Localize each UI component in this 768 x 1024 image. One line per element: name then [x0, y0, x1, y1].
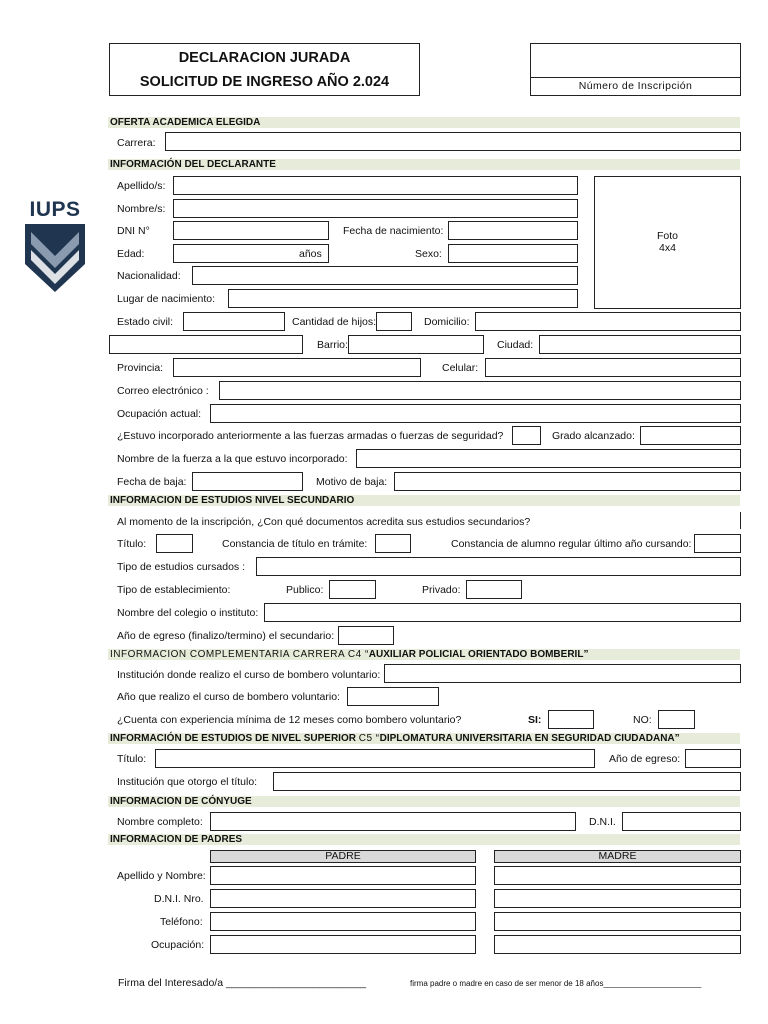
motivo-baja-input[interactable]: [394, 472, 741, 491]
fecha-baja-input[interactable]: [192, 472, 303, 491]
dni-label: DNI N°: [117, 225, 150, 237]
provincia-input[interactable]: [173, 358, 421, 377]
nacionalidad-input[interactable]: [192, 266, 578, 285]
grado-input[interactable]: [640, 426, 741, 445]
barrio-input[interactable]: [348, 335, 484, 354]
iups-logo: [22, 198, 88, 296]
anio-bombero-label: Año que realizo el curso de bombero voluntario:: [117, 691, 340, 703]
form-title-box: [109, 43, 420, 96]
privado-checkbox[interactable]: [466, 580, 522, 599]
inscription-number-label: Número de Inscripción: [578, 80, 693, 92]
correo-input[interactable]: [219, 381, 741, 400]
sexo-input[interactable]: [448, 244, 578, 263]
grado-label: Grado alcanzado:: [552, 430, 635, 442]
colegio-label: Nombre del colegio o instituto:: [117, 607, 259, 619]
barrio-label: Barrio:: [317, 339, 348, 351]
logo-text: IUPS: [29, 198, 81, 221]
domicilio-label: Domicilio:: [424, 316, 470, 328]
anio-egreso-secundario-input[interactable]: [338, 626, 394, 645]
madre-apellido-nombre-input[interactable]: [494, 866, 741, 885]
domicilio-input[interactable]: [475, 312, 741, 331]
correo-label: Correo electrónico :: [117, 385, 209, 397]
madre-column-header: MADRE: [494, 850, 741, 863]
section-secundario: INFORMACION DE ESTUDIOS NIVEL SECUNDARIO: [108, 495, 740, 506]
section-oferta: OFERTA ACADEMICA ELEGIDA: [108, 117, 740, 128]
ocupacion-input[interactable]: [210, 404, 741, 423]
section-complementaria-suffix: ”: [583, 649, 589, 660]
shield-icon: [25, 224, 85, 294]
institucion-bombero-label: Institución donde realizo el curso de bombero voluntario:: [117, 669, 381, 681]
privado-label: Privado:: [422, 584, 461, 596]
padre-column-header: PADRE: [210, 850, 476, 863]
section-superior: [108, 733, 740, 744]
photo-box[interactable]: [594, 176, 741, 309]
dni-conyuge-input[interactable]: [622, 812, 741, 831]
section-complementaria: [108, 649, 740, 660]
anio-bombero-input[interactable]: [347, 687, 439, 706]
section-complementaria-title: AUXILIAR POLICIAL ORIENTADO BOMBERIL: [368, 649, 584, 660]
edad-input[interactable]: [173, 244, 329, 263]
apellidos-label: Apellido/s:: [117, 180, 166, 192]
no-label: NO:: [633, 714, 652, 726]
nombre-fuerza-input[interactable]: [356, 449, 741, 468]
fuerzas-input[interactable]: [512, 426, 541, 445]
padre-dni-input[interactable]: [210, 889, 476, 908]
acredita-question: Al momento de la inscripción, ¿Con qué documentos acredita sus estudios secundarios?: [117, 516, 531, 528]
section-superior-code: C5 “: [358, 733, 380, 744]
form-title-line2: SOLICITUD DE INGRESO AÑO 2.024: [139, 74, 390, 90]
ciudad-input[interactable]: [539, 335, 741, 354]
apellidos-input[interactable]: [173, 176, 578, 195]
dni-input[interactable]: [173, 221, 329, 240]
ocupacion-padres-label: Ocupación:: [151, 939, 205, 951]
provincia-label: Provincia:: [117, 362, 164, 374]
tipo-estudios-input[interactable]: [256, 557, 741, 576]
publico-label: Publico:: [286, 584, 324, 596]
inscription-number-box[interactable]: [530, 43, 741, 96]
section-conyuge: INFORMACION DE CÓNYUGE: [108, 796, 740, 807]
section-superior-suffix: ”: [674, 733, 680, 744]
fecha-baja-label: Fecha de baja:: [117, 476, 187, 488]
apellido-nombre-label: Apellido y Nombre:: [117, 870, 206, 882]
constancia-alumno-checkbox[interactable]: [694, 534, 741, 553]
celular-input[interactable]: [485, 358, 741, 377]
carrera-label: Carrera:: [117, 137, 156, 149]
ciudad-label: Ciudad:: [497, 339, 534, 351]
nombre-conyuge-label: Nombre completo:: [117, 816, 203, 828]
constancia-alumno-label: Constancia de alumno regular último año cursando:: [451, 538, 692, 550]
titulo-superior-label: Título:: [117, 753, 147, 765]
anio-egreso-secundario-label: Año de egreso (finalizo/termino) el secundario:: [117, 630, 335, 642]
estado-civil-input[interactable]: [183, 312, 285, 331]
sexo-label: Sexo:: [415, 248, 442, 260]
constancia-tramite-label: Constancia de título en trámite:: [222, 538, 368, 550]
nacionalidad-label: Nacionalidad:: [117, 270, 181, 282]
anio-egreso-superior-input[interactable]: [685, 749, 741, 768]
institucion-titulo-input[interactable]: [273, 772, 741, 791]
estado-civil-label: Estado civil:: [117, 316, 174, 328]
nombre-fuerza-label: Nombre de la fuerza a la que estuvo incorporado:: [117, 453, 348, 465]
nombres-input[interactable]: [173, 199, 578, 218]
fuerzas-question: ¿Estuvo incorporado anteriormente a las fuerzas armadas o fuerzas de seguridad?: [117, 430, 504, 442]
lugar-nacimiento-input[interactable]: [228, 289, 578, 308]
anio-egreso-superior-label: Año de egreso:: [609, 753, 681, 765]
no-checkbox[interactable]: [658, 710, 695, 729]
padre-ocupacion-input[interactable]: [210, 935, 476, 954]
si-checkbox[interactable]: [548, 710, 594, 729]
dni-conyuge-label: D.N.I.: [589, 816, 616, 828]
celular-label: Celular:: [442, 362, 479, 374]
ocupacion-label: Ocupación actual:: [117, 408, 202, 420]
section-complementaria-prefix: INFORMACION COMPLEMENTARIA CARRERA C4 “: [110, 649, 369, 660]
madre-telefono-input[interactable]: [494, 912, 741, 931]
fecha-nacimiento-label: Fecha de nacimiento:: [343, 225, 444, 237]
section-declarante: INFORMACIÓN DEL DECLARANTE: [108, 159, 740, 170]
publico-checkbox[interactable]: [329, 580, 376, 599]
firma-padre-madre-line: firma padre o madre en caso de ser menor de 18 años______________________: [410, 979, 702, 988]
padre-telefono-input[interactable]: [210, 912, 476, 931]
madre-dni-input[interactable]: [494, 889, 741, 908]
fecha-nacimiento-input[interactable]: [448, 221, 578, 240]
nombres-label: Nombre/s:: [117, 203, 166, 215]
colegio-input[interactable]: [264, 603, 741, 622]
firma-interesado-line: Firma del Interesado/a ________________________: [118, 977, 367, 989]
section-superior-prefix: INFORMACIÓN DE ESTUDIOS DE NIVEL SUPERIOR: [110, 733, 359, 744]
padre-apellido-nombre-input[interactable]: [210, 866, 476, 885]
edad-label: Edad:: [117, 248, 145, 260]
titulo-label: Título:: [117, 538, 147, 550]
titulo-superior-input[interactable]: [155, 749, 595, 768]
form-title-line1: DECLARACION JURADA: [178, 50, 351, 66]
tipo-establecimiento-label: Tipo de establecimiento:: [117, 584, 231, 596]
dni-nro-label: D.N.I. Nro.: [154, 893, 204, 905]
si-label: SI:: [528, 714, 542, 726]
anios-label: años: [299, 248, 322, 260]
institucion-bombero-input[interactable]: [384, 664, 741, 683]
telefono-label: Teléfono:: [160, 916, 203, 928]
madre-ocupacion-input[interactable]: [494, 935, 741, 954]
photo-label: Foto: [656, 230, 678, 242]
section-padres: INFORMACION DE PADRES: [108, 834, 740, 845]
hijos-input[interactable]: [376, 312, 412, 331]
institucion-titulo-label: Institución que otorgo el título:: [117, 776, 258, 788]
experiencia-question: ¿Cuenta con experiencia mínima de 12 meses como bombero voluntario?: [117, 714, 462, 726]
constancia-tramite-checkbox[interactable]: [375, 534, 411, 553]
hijos-label: Cantidad de hijos:: [292, 316, 377, 328]
motivo-baja-label: Motivo de baja:: [316, 476, 388, 488]
carrera-input[interactable]: [165, 132, 741, 151]
nombre-conyuge-input[interactable]: [210, 812, 576, 831]
tipo-estudios-label: Tipo de estudios cursados :: [117, 561, 246, 573]
lugar-nacimiento-label: Lugar de nacimiento:: [117, 293, 216, 305]
photo-size-label: 4x4: [659, 242, 676, 254]
section-superior-title: DIPLOMATURA UNIVERSITARIA EN SEGURIDAD CIUDADANA: [379, 733, 675, 744]
domicilio-continuation-input[interactable]: [109, 335, 303, 354]
titulo-checkbox[interactable]: [156, 534, 193, 553]
